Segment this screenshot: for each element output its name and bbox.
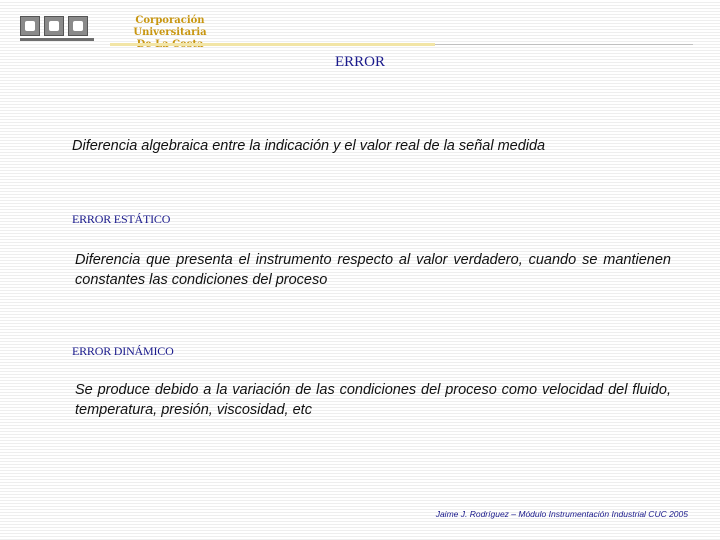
header-divider (435, 44, 693, 45)
dynamic-error-heading: ERROR DINÁMICO (72, 344, 174, 358)
error-definition: Diferencia algebraica entre la indicación y el valor real de la señal medida (72, 138, 546, 154)
logo-block-icon (20, 16, 40, 36)
header-accent-rule (110, 43, 435, 46)
dynamic-error-definition: Se produce debido a la variación de las condiciones del proceso como velocidad del fluido, temperatura, presión, viscosidad, etc (75, 382, 671, 418)
organization-name-line1: Corporación Universitaria (133, 15, 207, 38)
slide-footer: Jaime J. Rodríguez – Módulo Instrumentación Industrial CUC 2005 (435, 509, 688, 519)
static-error-heading: ERROR ESTÁTICO (72, 212, 171, 226)
logo-block-icon (44, 16, 64, 36)
static-error-definition: Diferencia que presenta el instrumento respecto al valor verdadero, cuando se mantienen constantes las condiciones del proceso (75, 252, 671, 288)
logo-block-icon (68, 16, 88, 36)
slide-title: ERROR (334, 54, 385, 70)
cuc-logo-icon (20, 14, 100, 40)
logo-underline (20, 38, 94, 41)
